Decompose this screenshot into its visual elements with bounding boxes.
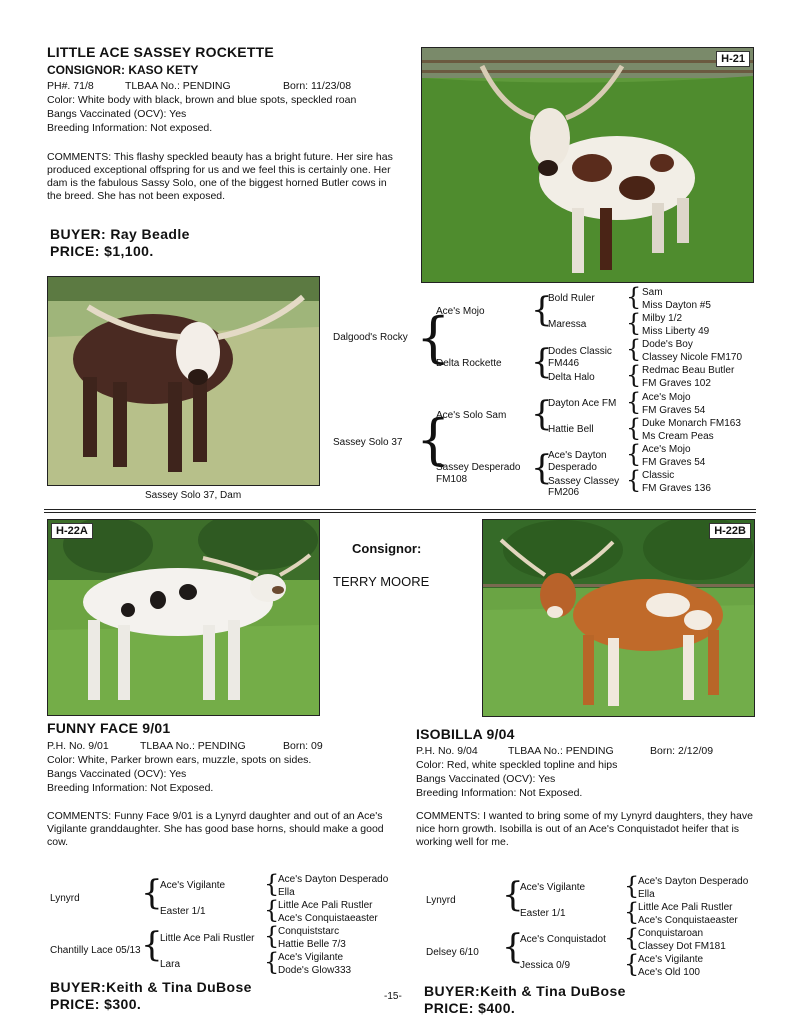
buyer-h21: BUYER: Ray Beadle <box>50 226 190 242</box>
ped-g4: FM Graves 54 <box>642 405 706 416</box>
ped-g3: Ace's Conquistaeaster <box>638 915 738 926</box>
ped-g4: FM Graves 136 <box>642 483 711 494</box>
ph-number-h22b: P.H. No. 9/04 <box>416 745 478 757</box>
ped-ssd: Maressa <box>548 319 587 330</box>
brace-icon: { <box>626 335 642 363</box>
photo-h21 <box>421 47 754 283</box>
ped-g4: Redmac Beau Butler <box>642 365 735 376</box>
ped-g4: FM Graves 54 <box>642 457 706 468</box>
brace-icon: { <box>626 388 642 416</box>
brace-icon: { <box>624 872 640 900</box>
ped-g4: Sam <box>642 287 663 298</box>
lot-tag-h22b: H-22B <box>709 523 751 539</box>
comments-h22a: COMMENTS: Funny Face 9/01 is a Lynyrd daughter and out of an Ace's Vigilante granddaughter. She has good base horns, should make a good cow. <box>47 810 384 848</box>
ped-ss: Ace's Vigilante <box>520 882 586 893</box>
ped-ddd1: Sassey Classey <box>548 476 620 487</box>
photo-dam-h21 <box>47 276 320 486</box>
ped-sire: Dalgood's Rocky <box>333 332 408 343</box>
ped-dam: Delsey 6/10 <box>426 947 479 958</box>
brace-icon: { <box>626 283 642 311</box>
ped-sds2: FM446 <box>548 358 580 369</box>
ped-dd: Lara <box>160 959 181 970</box>
ped-g4: Dode's Boy <box>642 339 693 350</box>
brace-icon: { <box>502 875 524 915</box>
ped-ss: Ace's Mojo <box>436 306 485 317</box>
ped-g3: Little Ace Pali Rustler <box>278 900 373 911</box>
brace-icon: { <box>264 870 280 898</box>
cow-photo-h22a <box>48 520 319 715</box>
brace-icon: { <box>624 924 640 952</box>
ped-g4: FM Graves 102 <box>642 378 711 389</box>
born-h22b: Born: 2/12/09 <box>650 745 714 757</box>
price-h21: PRICE: $1,100. <box>50 243 154 259</box>
breeding-h22b: Breeding Information: Not Exposed. <box>416 787 583 799</box>
ped-g3: Ace's Vigilante <box>278 952 344 963</box>
bangs-h21: Bangs Vaccinated (OCV): Yes <box>47 108 187 120</box>
born-h22a: Born: 09 <box>283 740 323 752</box>
ped-dsd: Hattie Bell <box>548 424 594 435</box>
ped-g4: Milby 1/2 <box>642 313 683 324</box>
ped-ds: Ace's Solo Sam <box>436 410 507 421</box>
ped-g3: Ace's Conquistaeaster <box>278 913 378 924</box>
lot-tag-h21: H-21 <box>716 51 750 67</box>
ped-g3: Ace's Dayton Desperado <box>638 876 749 887</box>
ped-g3: Ella <box>278 887 295 898</box>
color-h22b: Color: Red, white speckled topline and hips <box>416 759 618 771</box>
brace-icon: { <box>626 440 642 468</box>
ped-g3: Hattie Belle 7/3 <box>278 939 346 950</box>
color-h21: Color: White body with black, brown and blue spots, speckled roan <box>47 94 357 106</box>
ped-g3: Ella <box>638 889 655 900</box>
ped-sire: Lynyrd <box>50 893 80 904</box>
ped-sd: Easter 1/1 <box>160 906 206 917</box>
ped-dd1: Sassey Desperado <box>436 462 521 473</box>
section-divider <box>44 509 756 510</box>
ph-number-h22a: P.H. No. 9/01 <box>47 740 109 752</box>
brace-icon: { <box>264 948 280 976</box>
comments-h22b: COMMENTS: I wanted to bring some of my Lynyrd daughters, they have nice horn growth. Isobilla is out of an Ace's Conquistadot heifer that is working well for me. <box>416 810 753 848</box>
ped-g4: Miss Dayton #5 <box>642 300 711 311</box>
ped-g4: Classic <box>642 470 675 481</box>
tlbaa-h22a: TLBAA No.: PENDING <box>140 740 246 752</box>
cow-photo-h22b <box>483 520 754 716</box>
ped-sire: Lynyrd <box>426 895 456 906</box>
ped-dss: Dayton Ace FM <box>548 398 617 409</box>
photo-h22b <box>482 519 755 717</box>
ped-g4: Ace's Mojo <box>642 444 691 455</box>
photo-h22a <box>47 519 320 716</box>
brace-icon: { <box>141 873 163 913</box>
ped-g4: Duke Monarch FM163 <box>642 418 741 429</box>
ped-ds: Ace's Conquistadot <box>520 934 606 945</box>
dam-caption: Sassey Solo 37, Dam <box>145 490 242 501</box>
bangs-h22a: Bangs Vaccinated (OCV): Yes <box>47 768 187 780</box>
brace-icon: { <box>626 466 642 494</box>
ped-g3: Conquistaroan <box>638 928 704 939</box>
ped-g3: Dode's Glow333 <box>278 965 352 976</box>
ped-g4: Ms Cream Peas <box>642 431 714 442</box>
ped-ddd2: FM206 <box>548 487 580 498</box>
ped-sd: Easter 1/1 <box>520 908 566 919</box>
buyer-h22b: BUYER:Keith & Tina DuBose <box>424 983 626 999</box>
brace-icon: { <box>141 925 163 965</box>
brace-icon: { <box>416 408 451 471</box>
bangs-h22b: Bangs Vaccinated (OCV): Yes <box>416 773 556 785</box>
consignor-label: Consignor: <box>352 541 422 556</box>
ped-g4: Miss Liberty 49 <box>642 326 710 337</box>
ped-sdd: Delta Halo <box>548 372 595 383</box>
price-h22b: PRICE: $400. <box>424 1000 516 1016</box>
ped-dam: Chantilly Lace 05/13 <box>50 945 141 956</box>
brace-icon: { <box>531 290 553 330</box>
lot-tag-h22a: H-22A <box>51 523 93 539</box>
brace-icon: { <box>531 394 553 434</box>
lot-title-h22a: FUNNY FACE 9/01 <box>47 720 171 736</box>
brace-icon: { <box>416 306 451 369</box>
lot-title-h22b: ISOBILLA 9/04 <box>416 726 515 742</box>
buyer-h22a: BUYER:Keith & Tina DuBose <box>50 979 252 995</box>
comments-h21: COMMENTS: This flashy speckled beauty has a bright future. Her sire has produced exceptional offspring for us and we feel this is certainly one. Her dam is the fabulous Sassy Solo, one of the biggest horned Butler cows in the breed. She has not been exposed. <box>47 151 393 202</box>
ph-number-h21: PH#. 71/8 <box>47 80 94 92</box>
breeding-h21: Breeding Information: Not exposed. <box>47 122 213 134</box>
ped-g3: Ace's Dayton Desperado <box>278 874 389 885</box>
ped-dds2: Desperado <box>548 462 597 473</box>
section-divider <box>44 512 756 513</box>
lot-title-h21: LITTLE ACE SASSEY ROCKETTE <box>47 44 274 60</box>
brace-icon: { <box>626 309 642 337</box>
tlbaa-h22b: TLBAA No.: PENDING <box>508 745 614 757</box>
cow-photo-h21 <box>422 48 753 282</box>
ped-g3: Little Ace Pali Rustler <box>638 902 733 913</box>
ped-dam: Sassey Solo 37 <box>333 437 403 448</box>
ped-g3: Ace's Old 100 <box>638 967 700 978</box>
ped-dds1: Ace's Dayton <box>548 450 607 461</box>
ped-g3: Classey Dot FM181 <box>638 941 726 952</box>
brace-icon: { <box>531 342 553 382</box>
consignor-name: TERRY MOORE <box>333 574 430 589</box>
ped-g4: Classey Nicole FM170 <box>642 352 743 363</box>
brace-icon: { <box>264 896 280 924</box>
brace-icon: { <box>624 950 640 978</box>
tlbaa-h21: TLBAA No.: PENDING <box>125 80 231 92</box>
breeding-h22a: Breeding Information: Not Exposed. <box>47 782 214 794</box>
price-h22a: PRICE: $300. <box>50 996 142 1012</box>
consignor-h21: CONSIGNOR: KASO KETY <box>47 63 199 77</box>
ped-dd: Jessica 0/9 <box>520 960 571 971</box>
brace-icon: { <box>626 361 642 389</box>
brace-icon: { <box>624 898 640 926</box>
color-h22a: Color: White, Parker brown ears, muzzle, spots on sides. <box>47 754 312 766</box>
ped-g4: Ace's Mojo <box>642 392 691 403</box>
born-h21: Born: 11/23/08 <box>283 80 352 92</box>
brace-icon: { <box>531 448 553 488</box>
brace-icon: { <box>502 927 524 967</box>
ped-dd2: FM108 <box>436 474 468 485</box>
ped-ds: Little Ace Pali Rustler <box>160 933 255 944</box>
brace-icon: { <box>626 414 642 442</box>
cow-photo-dam <box>48 277 319 485</box>
page-number: -15- <box>384 991 402 1002</box>
ped-g3: Conquiststarc <box>278 926 340 937</box>
ped-sd: Delta Rockette <box>436 358 502 369</box>
ped-sds1: Dodes Classic <box>548 346 612 357</box>
ped-ss: Ace's Vigilante <box>160 880 226 891</box>
ped-g3: Ace's Vigilante <box>638 954 704 965</box>
ped-sss: Bold Ruler <box>548 293 595 304</box>
brace-icon: { <box>264 922 280 950</box>
